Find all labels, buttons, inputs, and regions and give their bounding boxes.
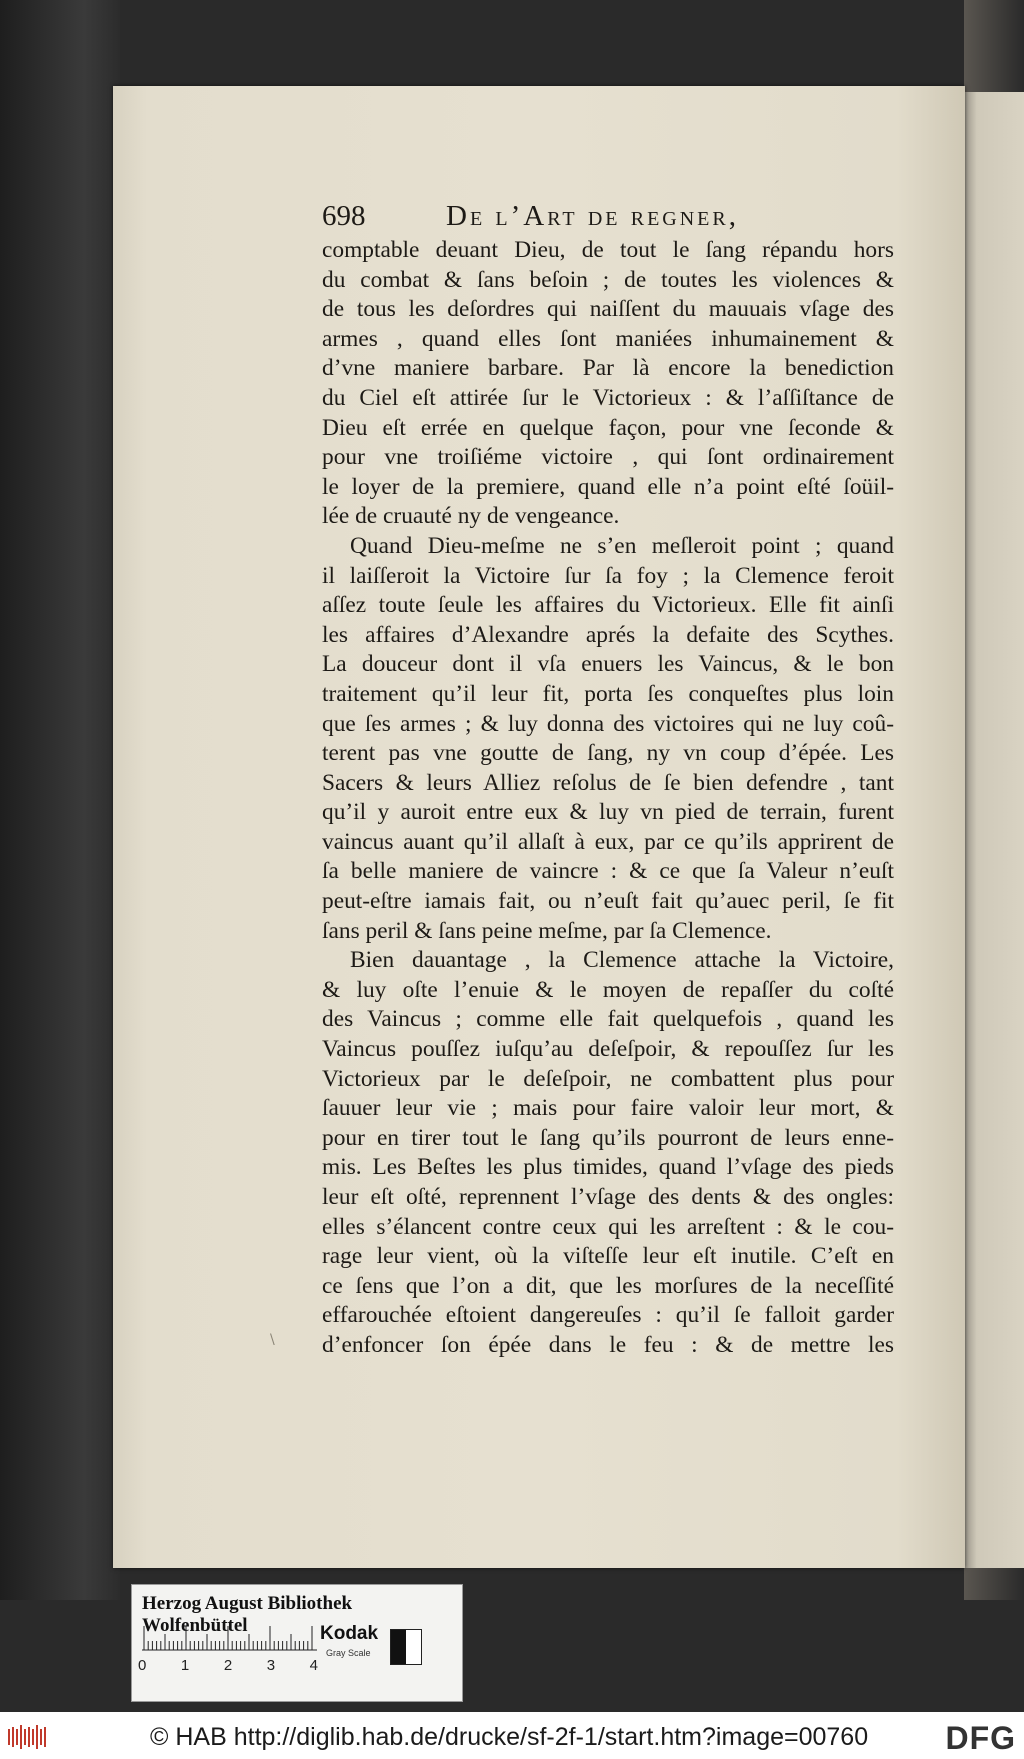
text-line: ſa belle maniere de vaincre : & ce que ſa Valeur n’euſt: [322, 858, 894, 885]
text-line: mis. Les Beſtes les plus timides, quand l’vſage des pieds: [322, 1154, 894, 1181]
ruler-number: 1: [180, 1657, 190, 1674]
text-line: du combat & ſans beſoin ; de toutes les violences &: [322, 266, 894, 293]
text-line: La douceur dont il vſa enuers les Vaincus, & le bon: [322, 651, 894, 678]
text-line: terent pas vne goutte de ſang, ny vn coup d’épée. Les: [322, 740, 894, 767]
gray-swatch-icon: [390, 1629, 422, 1665]
text-line: ſans peril & ſans peine meſme, par ſa Clemence.: [322, 917, 772, 944]
text-line: qu’il y auroit entre eux & luy vn pied de terrain, furent: [322, 799, 894, 826]
text-line: des Vaincus ; comme elle fait quelquefois , quand les: [322, 1006, 894, 1033]
text-line: armes , quand elles ſont maniées inhumainement &: [322, 325, 894, 352]
footer-url[interactable]: © HAB http://diglib.hab.de/drucke/sf-2f-1/start.htm?image=00760: [150, 1723, 869, 1751]
text-line: rage leur vient, où la viſteſſe leur eſt inutile. C’eſt en: [322, 1243, 894, 1270]
text-line: Dieu eſt errée en quelque façon, pour vne ſeconde &: [322, 414, 894, 441]
dfg-logo: DFG: [945, 1720, 1016, 1756]
text-line: le loyer de la premiere, quand elle n’a point eſté ſoüil-: [322, 473, 894, 500]
adjacent-page-edge: [965, 92, 1024, 1568]
text-line: pour vne troiſiéme victoire , qui ſont ordinairement: [322, 444, 894, 471]
ruler-numbers: [138, 1657, 318, 1674]
text-lines: [322, 236, 894, 1361]
text-line: & luy oſte l’enuie & le moyen de repaſſer du coſté: [322, 976, 894, 1003]
color-scale-card: [131, 1584, 463, 1702]
ruler-number: 2: [223, 1657, 233, 1674]
background-left: [0, 0, 120, 1600]
text-line: vaincus auant qu’il allaſt à eux, par ce qu’ils apprirent de: [322, 828, 894, 855]
ruler-number: 0: [138, 1657, 147, 1674]
text-line: les affaires d’Alexandre aprés la defaite des Scythes.: [322, 621, 894, 648]
kodak-label: Kodak: [320, 1623, 379, 1644]
text-line: comptable deuant Dieu, de tout le ſang répandu hors: [322, 237, 894, 263]
footer-bar: [0, 1712, 1024, 1759]
page-number: 698: [322, 200, 366, 232]
text-line: du Ciel eſt attirée ſur le Victorieux : & l’aſſiſtance de: [322, 384, 894, 411]
text-line: ce ſens que l’on a dit, que les morſures de la neceſſité: [322, 1272, 894, 1299]
text-line: Vaincus pouſſez iuſqu’au deſeſpoir, & repouſſez ſur les: [322, 1036, 894, 1063]
text-line: traitement qu’il leur fit, porta ſes conqueſtes plus loin: [322, 680, 894, 707]
text-line: d’enfoncer ſon épée dans le feu : & de mettre les: [322, 1331, 894, 1358]
text-line: elles s’élancent contre ceux qui les arreſtent : & le cou-: [322, 1213, 894, 1240]
grayscale-label: Gray Scale: [326, 1648, 371, 1658]
library-name: Herzog August Bibliothek Wolfenbüttel: [142, 1593, 353, 1636]
text-line: effarouchée eſtoient dangereuſes : qu’il ſe falloit garder: [322, 1302, 894, 1329]
running-title: De l’Art de regner,: [446, 200, 739, 232]
hab-logo-icon: [8, 1725, 48, 1749]
text-line: aſſez toute ſeule les affaires du Victorieux. Elle fit ainſi: [322, 592, 894, 619]
text-line: d’vne maniere barbare. Par là encore la benediction: [322, 355, 894, 382]
text-line: que ſes armes ; & luy donna des victoires qui ne luy coû-: [322, 710, 894, 737]
text-line: leur eſt oſté, reprennent l’vſage des dents & des ongles:: [322, 1184, 894, 1210]
text-line: pour en tirer tout le ſang qu’ils pourront de leurs enne-: [322, 1124, 894, 1151]
text-line: lée de cruauté ny de vengeance.: [322, 503, 620, 530]
pencil-mark: \: [270, 1332, 275, 1348]
text-line: peut-eſtre iamais fait, ou n’euſt fait qu’auec peril, ſe fit: [322, 888, 894, 915]
text-line: il laiſſeroit la Victoire ſur ſa foy ; la Clemence feroit: [322, 562, 894, 589]
text-line: Quand Dieu-meſme ne s’en meſleroit point ; quand: [350, 532, 894, 559]
ruler-number: 3: [266, 1657, 276, 1674]
text-line: Bien dauantage , la Clemence attache la Victoire,: [350, 947, 894, 974]
page-text: [322, 200, 894, 1361]
text-line: Sacers & leurs Alliez reſolus de ſe bien defendre , tant: [322, 769, 894, 796]
ruler-icon: [142, 1625, 317, 1651]
text-line: Victorieux par le deſeſpoir, ne combattent plus pour: [322, 1065, 894, 1092]
text-line: de tous les deſordres qui naiſſent du mauuais vſage des: [322, 296, 894, 323]
text-line: ſauuer leur vie ; mais pour faire valoir leur mort, &: [322, 1095, 894, 1122]
page-header: [322, 200, 894, 236]
ruler-number: 4: [309, 1657, 318, 1674]
